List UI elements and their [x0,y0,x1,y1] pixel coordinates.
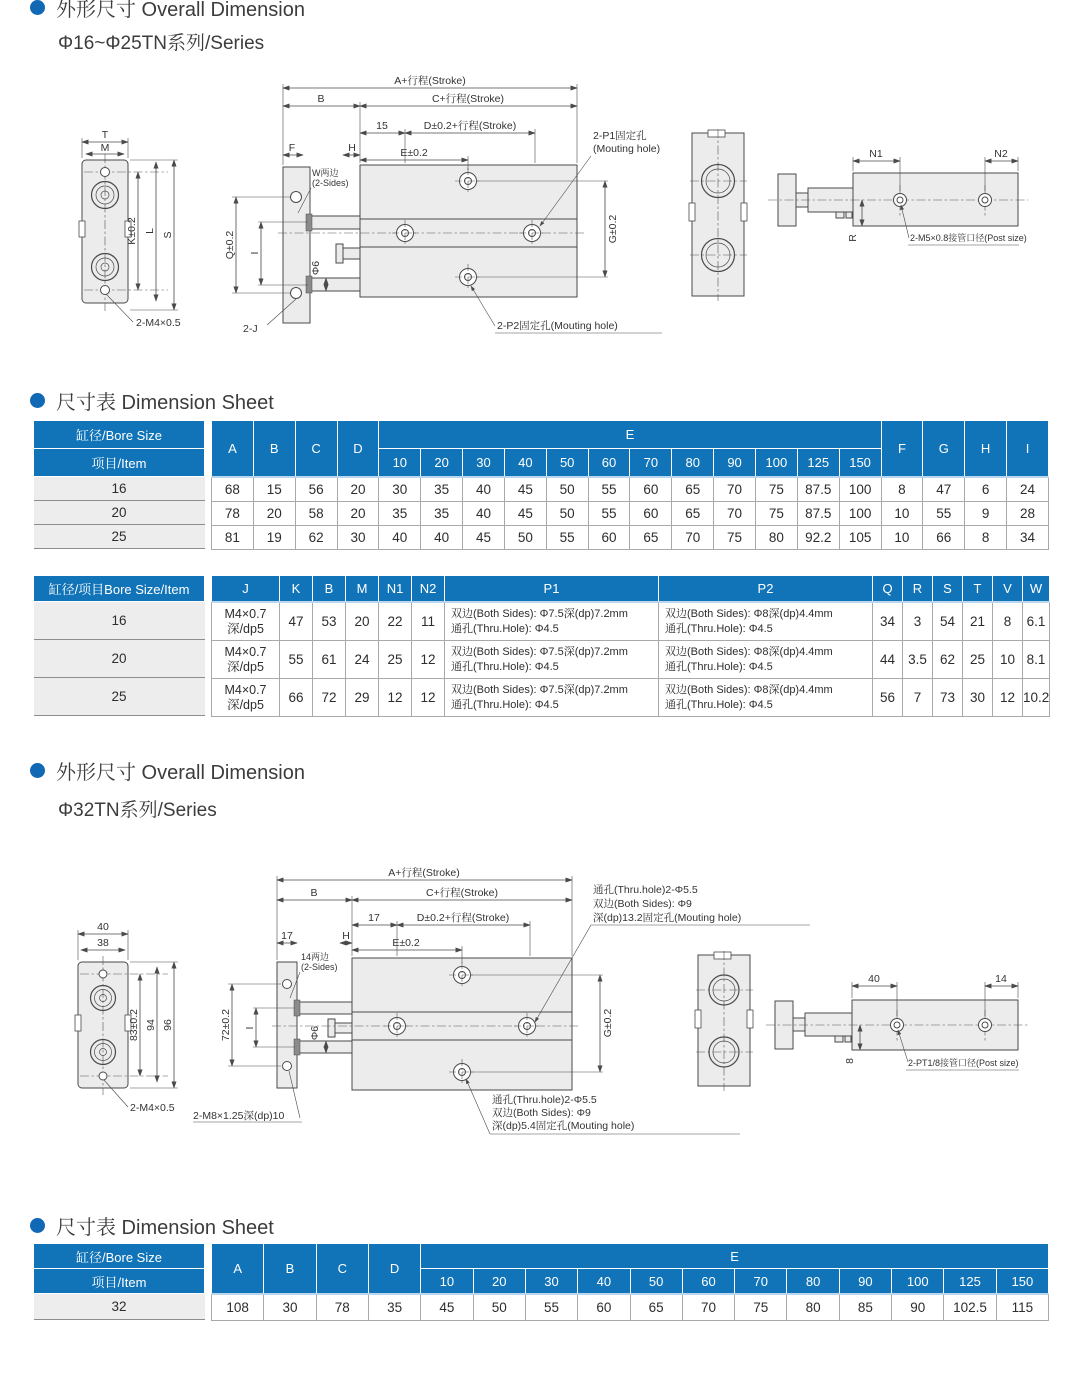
header-cell: C [316,1244,368,1295]
cell: 6 [965,477,1007,502]
thread-label: 2-M8×1.25深(dp)10 [193,1110,285,1122]
section-title: 尺寸表 Dimension Sheet [56,392,274,414]
mount-hole [99,970,107,978]
table-row [212,526,1049,550]
cell: 22 [379,602,412,641]
dim-label: E±0.2 [400,147,428,159]
callout-label: 双边(Both Sides): Φ9 [492,1107,591,1119]
section-title: 外形尺寸 Overall Dimension [56,0,305,21]
flange-hole [291,192,302,203]
row-label: 20 [34,501,205,525]
row-label: 20 [34,640,205,678]
header-cell: S [933,576,963,603]
callout-label: 深(dp)5.4固定孔(Mouting hole) [492,1120,635,1132]
dim-label: A+行程(Stroke) [388,867,460,879]
dim-label: B [310,887,318,899]
cell: 45 [504,477,546,502]
table-row [212,679,1050,717]
callout-label: 2-P1固定孔 [593,130,647,142]
cell: 78 [212,502,254,526]
cell: 70 [714,477,756,502]
header-cell: 10 [421,1269,473,1295]
drawing-phi32 [40,855,1060,1155]
bullet-icon [30,1218,45,1233]
header-cell: Q [873,576,903,603]
header-cell: 项目/Item [34,449,205,477]
dim-label: 17 [368,912,380,924]
cell: 3 [903,602,933,641]
mount-hole [101,286,110,295]
cell: 50 [546,502,588,526]
section-title: 外形尺寸 Overall Dimension [56,762,305,784]
drawing-phi16-25 [40,75,1060,360]
cell: 双边(Both Sides): Φ7.5深(dp)7.2mm 通孔(Thru.Hole): Φ4.5 [445,641,659,679]
cell: 34 [1007,526,1049,550]
section-heading-sheet-2 [30,1211,274,1240]
dim-label: Φ6 [309,1025,321,1041]
cell: M4×0.7 深/dp5 [212,602,280,641]
cell: 3.5 [903,641,933,679]
header-cell: D [337,421,379,478]
cell: 35 [379,502,421,526]
row-label: 16 [34,602,205,640]
header-cell: 60 [682,1269,734,1295]
mount-hole [99,1072,107,1080]
cell: 10.2 [1023,679,1050,717]
cell: 60 [630,502,672,526]
cell: 56 [873,679,903,717]
thread-label: 2-M4×0.5 [136,317,181,329]
side-view [766,973,1028,1070]
cell: 75 [755,477,797,502]
table-row [212,477,1049,502]
cell: 6.1 [1023,602,1050,641]
side-view [768,148,1028,245]
cell: 100 [839,477,881,502]
cell: 50 [473,1294,525,1321]
header-cell: 30 [525,1269,577,1295]
cell: 55 [525,1294,577,1321]
cell: 8 [993,602,1023,641]
cell: 75 [714,526,756,550]
cell: 70 [682,1294,734,1321]
dimension-values-table [211,420,1049,550]
header-cell: K [280,576,313,603]
header-cell: B [313,576,346,603]
cell: 34 [873,602,903,641]
header-cell: T [963,576,993,603]
header-cell: W [1023,576,1050,603]
header-cell: 20 [473,1269,525,1295]
cell: 10 [881,502,923,526]
cell: 40 [463,502,505,526]
header-cell: P2 [659,576,873,603]
dim-label: E±0.2 [392,937,420,949]
cell: 11 [412,602,445,641]
cell: 56 [295,477,337,502]
header-cell: 80 [672,449,714,478]
dim-label: M [100,142,110,154]
cell: 61 [313,641,346,679]
end-cap-view [75,921,178,1114]
dimension-table-16-25-main [33,420,1049,550]
section-title: 尺寸表 Dimension Sheet [56,1217,274,1239]
header-cell: 125 [797,449,839,478]
header-cell: 150 [839,449,881,478]
cell: 85 [839,1294,891,1321]
header-cell: 30 [463,449,505,478]
row-label: 25 [34,678,205,716]
bullet-icon [30,393,45,408]
cell: 102.5 [944,1294,996,1321]
header-cell: P1 [445,576,659,603]
table-row [212,1294,1049,1321]
cell: 40 [463,477,505,502]
cell: 65 [672,502,714,526]
header-cell: V [993,576,1023,603]
header-cell: 50 [546,449,588,478]
cell: 30 [337,526,379,550]
dim-label: 15 [376,120,388,132]
cell: 30 [963,679,993,717]
cell: 20 [253,502,295,526]
dim-label: 17 [281,930,293,942]
cell: 55 [588,502,630,526]
header-cell: A [212,1244,264,1295]
header-cell: B [264,1244,316,1295]
header-cell: J [212,576,280,603]
cell: 55 [923,502,965,526]
cell: 双边(Both Sides): Φ8深(dp)4.4mm 通孔(Thru.Hole): Φ4.5 [659,679,873,717]
header-cell: 70 [630,449,672,478]
dim-label: G±0.2 [607,214,619,244]
cell: 81 [212,526,254,550]
cell: 50 [546,477,588,502]
dimension-table-32 [33,1243,1049,1321]
cell: 28 [1007,502,1049,526]
callout-label: 双边(Both Sides): Φ9 [593,898,692,910]
section-heading-overall-2 [30,756,305,785]
dim-label: R [847,234,859,242]
dim-label: N2 [994,148,1008,160]
header-cell: R [903,576,933,603]
dimension-table-16-25-detail [33,575,1050,717]
header-cell: 125 [944,1269,996,1295]
header-cell: C [295,421,337,478]
cell: 90 [892,1294,944,1321]
header-cell: I [1007,421,1049,478]
dim-label: Φ6 [310,260,322,276]
section-heading-sheet-1 [30,386,274,415]
dim-label: 83±0.2 [128,1008,140,1042]
dim-label: K±0.2 [126,217,138,245]
header-cell: A [212,421,254,478]
cell: M4×0.7 深/dp5 [212,641,280,679]
dim-label: T [101,129,109,141]
end-cap-view [79,129,181,329]
cell: 44 [873,641,903,679]
cell: 60 [588,526,630,550]
cell: 47 [923,477,965,502]
dim-label: L [144,228,156,234]
cell: 55 [280,641,313,679]
cell: 15 [253,477,295,502]
header-cell: 60 [588,449,630,478]
series-subtitle-1: Φ16~Φ25TN系列/Series [58,33,265,54]
note-label: (2-Sides) [301,962,338,972]
cell: 60 [630,477,672,502]
dimension-values-table [211,575,1050,717]
cell: 21 [963,602,993,641]
bore-label-table [33,420,205,549]
header-cell: D [368,1244,420,1295]
cell: 8.1 [1023,641,1050,679]
cell: 12 [412,641,445,679]
dimension-values-table [211,1243,1049,1321]
dim-label: C+行程(Stroke) [425,887,499,899]
dim-label: Q±0.2 [224,230,236,260]
flange-hole [283,1062,292,1071]
cell: 78 [316,1294,368,1321]
header-cell: 项目/Item [34,1269,205,1294]
thread-label: 2-J [243,323,258,335]
cell: 双边(Both Sides): Φ8深(dp)4.4mm 通孔(Thru.Hole): Φ4.5 [659,641,873,679]
header-cell: 90 [839,1269,891,1295]
header-cell: B [253,421,295,478]
cell: 30 [379,477,421,502]
header-cell: H [965,421,1007,478]
cell: 8 [965,526,1007,550]
cell: 66 [280,679,313,717]
cell: 75 [735,1294,787,1321]
table-row [212,602,1050,641]
dim-label: N1 [869,148,883,160]
bore-label-table [33,1243,205,1320]
dim-label: 72±0.2 [220,1008,232,1042]
row-label: 25 [34,525,205,549]
body-view [278,75,662,333]
cell: 9 [965,502,1007,526]
cell: 68 [212,477,254,502]
dim-label: I [244,1026,256,1030]
dim-label: F [288,142,296,154]
cell: 70 [672,526,714,550]
cell: 55 [546,526,588,550]
note-label: W两边 [312,168,339,178]
bullet-icon [30,0,45,15]
cell: 50 [504,526,546,550]
cell: 54 [933,602,963,641]
cell: 7 [903,679,933,717]
callout-label: 深(dp)13.2固定孔(Mouting hole) [593,912,742,924]
callout-label: 通孔(Thru.hole)2-Φ5.5 [593,884,698,896]
header-cell: M [346,576,379,603]
header-cell: 50 [630,1269,682,1295]
row-label: 16 [34,477,205,501]
header-cell: 150 [996,1269,1048,1295]
flange-view [224,84,360,335]
header-cell: 20 [421,449,463,478]
cell: 8 [881,477,923,502]
row-label: 32 [34,1294,205,1320]
dim-label: 14 [995,973,1007,985]
cell: 72 [313,679,346,717]
cell: 10 [881,526,923,550]
dim-label: D±0.2+行程(Stroke) [423,120,517,132]
cell: 60 [578,1294,630,1321]
cell: 10 [993,641,1023,679]
series-subtitle-2: Φ32TN系列/Series [58,800,217,821]
cell: 45 [463,526,505,550]
header-cell: 10 [379,449,421,478]
header-cell: N1 [379,576,412,603]
callout-label: 2-P2固定孔(Mouting hole) [497,320,618,332]
dim-label: G±0.2 [602,1008,614,1038]
cell: 35 [421,502,463,526]
header-cell: 40 [578,1269,630,1295]
section-view [695,951,753,1091]
cell: 19 [253,526,295,550]
header-cell: F [881,421,923,478]
cell: 20 [337,477,379,502]
cell: 62 [295,526,337,550]
cell: 65 [630,526,672,550]
header-cell: 40 [504,449,546,478]
dim-label: 8 [844,1058,856,1064]
callout-label: 2-M5×0.8接管口径(Post size) [910,233,1027,243]
cell: M4×0.7 深/dp5 [212,679,280,717]
header-cell: 缸径/项目Bore Size/Item [34,576,205,602]
cell: 45 [504,502,546,526]
cell: 35 [368,1294,420,1321]
cell: 24 [346,641,379,679]
header-cell: E [379,421,881,449]
section-heading-overall-1 [30,0,305,22]
callout-label: 通孔(Thru.hole)2-Φ5.5 [492,1094,597,1106]
dim-label: A+行程(Stroke) [394,75,466,87]
cell: 62 [933,641,963,679]
callout-label: 2-PT1/8接管口径(Post size) [908,1058,1019,1068]
dim-label: C+行程(Stroke) [431,93,505,105]
dim-label: 40 [97,921,109,933]
cell: 100 [839,502,881,526]
bore-label-table [33,575,205,716]
dim-label: 38 [97,937,109,949]
section-view [689,129,747,301]
header-cell: 70 [735,1269,787,1295]
cell: 75 [755,502,797,526]
cell: 80 [755,526,797,550]
cell: 12 [412,679,445,717]
cell: 115 [996,1294,1048,1321]
header-cell: 90 [714,449,756,478]
cell: 55 [588,477,630,502]
cell: 30 [264,1294,316,1321]
dim-label: I [249,251,261,255]
cell: 12 [379,679,412,717]
cell: 40 [379,526,421,550]
cell: 35 [421,477,463,502]
header-cell: 缸径/Bore Size [34,1244,205,1269]
table-row [212,502,1049,526]
cell: 29 [346,679,379,717]
cell: 66 [923,526,965,550]
cell: 47 [280,602,313,641]
cell: 24 [1007,477,1049,502]
header-cell: 100 [755,449,797,478]
cell: 87.5 [797,502,839,526]
dim-label: H [348,142,356,154]
header-cell: 100 [892,1269,944,1295]
cell: 40 [421,526,463,550]
flange-hole [291,288,302,299]
header-cell: 缸径/Bore Size [34,421,205,449]
dim-label: 94 [145,1019,157,1031]
cell: 双边(Both Sides): Φ7.5深(dp)7.2mm 通孔(Thru.Hole): Φ4.5 [445,679,659,717]
cell: 108 [212,1294,264,1321]
cell: 65 [672,477,714,502]
cell: 87.5 [797,477,839,502]
cell: 80 [787,1294,839,1321]
mount-hole [101,168,110,177]
header-cell: E [421,1244,1049,1269]
cell: 25 [379,641,412,679]
cell: 58 [295,502,337,526]
dim-label: B [317,93,325,105]
dim-label: 96 [162,1019,174,1031]
cell: 20 [337,502,379,526]
cell: 20 [346,602,379,641]
cell: 105 [839,526,881,550]
cell: 12 [993,679,1023,717]
dim-label: 40 [868,973,880,985]
dim-label: H [342,930,350,942]
cell: 53 [313,602,346,641]
callout-label: (Mouting hole) [593,143,661,155]
thread-label: 2-M4×0.5 [130,1102,175,1114]
note-label: 14两边 [301,952,330,962]
cell: 双边(Both Sides): Φ8深(dp)4.4mm 通孔(Thru.Hole): Φ4.5 [659,602,873,641]
header-cell: G [923,421,965,478]
cell: 73 [933,679,963,717]
cell: 70 [714,502,756,526]
flange-hole [283,980,292,989]
bullet-icon [30,763,45,778]
cell: 45 [421,1294,473,1321]
cell: 92.2 [797,526,839,550]
note-label: (2-Sides) [312,178,349,188]
cell: 双边(Both Sides): Φ7.5深(dp)7.2mm 通孔(Thru.Hole): Φ4.5 [445,602,659,641]
header-cell: 80 [787,1269,839,1295]
cell: 25 [963,641,993,679]
header-cell: N2 [412,576,445,603]
dim-label: D±0.2+行程(Stroke) [416,912,510,924]
table-row [212,641,1050,679]
cell: 65 [630,1294,682,1321]
dim-label: S [162,231,174,239]
